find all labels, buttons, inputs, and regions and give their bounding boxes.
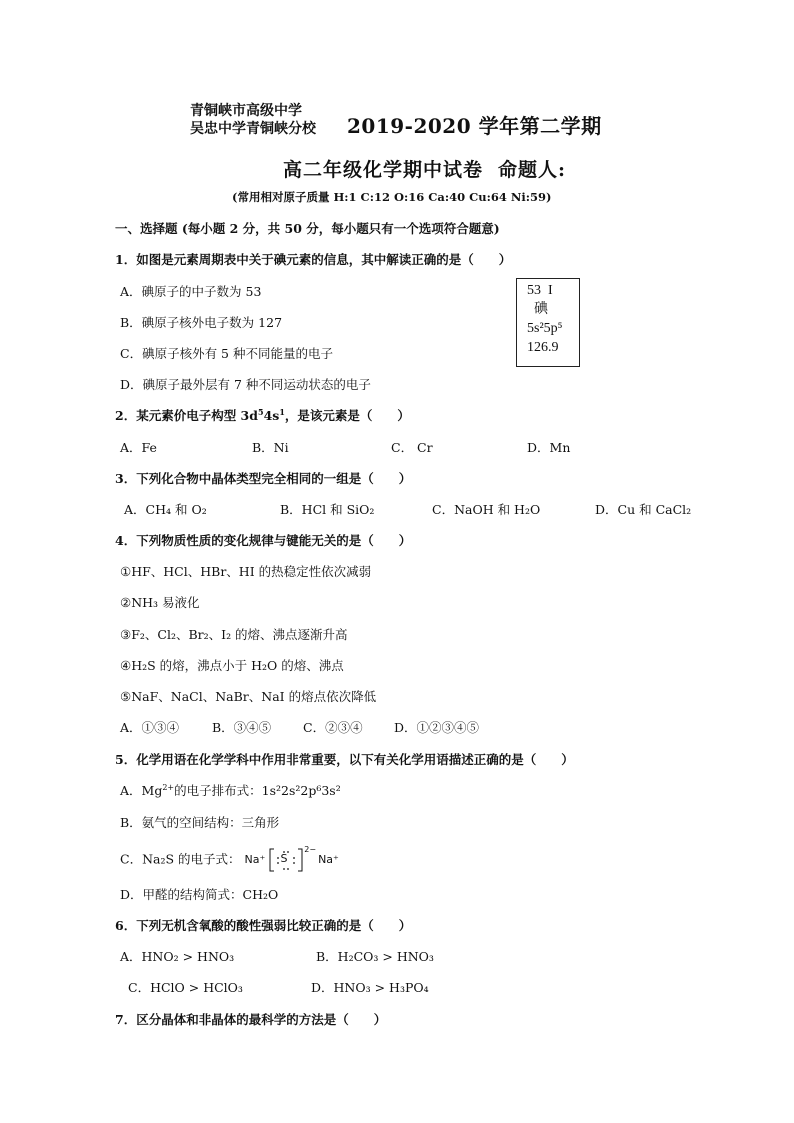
question-4-stem: 4．下列物质性质的变化规律与键能无关的是（ ）: [115, 533, 412, 548]
question-1-stem: 1．如图是元素周期表中关于碘元素的信息，其中解读正确的是（ ）: [115, 252, 512, 267]
q4-option-c: C．②③④: [303, 720, 363, 735]
q1-option-a: A．碘原子的中子数为 53: [120, 284, 262, 299]
section-heading: 一、选择题 (每小题 2 分，共 50 分，每小题只有一个选项符合题意): [115, 221, 500, 236]
q4-option-a: A．①③④: [120, 720, 180, 735]
term-heading: 2019-2020 学年第二学期: [347, 114, 602, 138]
q2-option-a: A．Fe: [120, 440, 157, 455]
q4-option-d: D．①②③④⑤: [394, 720, 480, 735]
q2-option-c: C． Cr: [391, 440, 433, 455]
question-6-stem: 6．下列无机含氧酸的酸性强弱比较正确的是（ ）: [115, 918, 412, 933]
atomic-mass: 126.9: [527, 340, 559, 355]
q4-item-3: ③F₂、Cl₂、Br₂、I₂ 的熔、沸点逐渐升高: [120, 627, 348, 642]
question-7-stem: 7．区分晶体和非晶体的最科学的方法是（ ）: [115, 1012, 387, 1027]
q2-option-b: B．Ni: [252, 440, 289, 455]
q3-option-c: C．NaOH 和 H₂O: [432, 502, 541, 517]
question-5-stem: 5．化学用语在化学学科中作用非常重要，以下有关化学用语描述正确的是（ ）: [115, 752, 574, 767]
q6-option-a: A．HNO₂ > HNO₃: [120, 949, 235, 964]
q1-option-b: B．碘原子核外电子数为 127: [120, 315, 283, 330]
q5-option-c: C．Na₂S 的电子式： Na⁺ S $^{2-}$Na⁺: [120, 847, 339, 873]
element-info-box: [516, 278, 580, 367]
q4-item-4: ④H₂S 的熔，沸点小于 H₂O 的熔、沸点: [120, 658, 344, 673]
element-symbol: I: [548, 283, 553, 298]
q4-item-5: ⑤NaF、NaCl、NaBr、NaI 的熔点依次降低: [120, 689, 377, 704]
question-3-stem: 3．下列化合物中晶体类型完全相同的一组是（ ）: [115, 471, 412, 486]
q4-option-b: B．③④⑤: [212, 720, 272, 735]
q3-option-b: B．HCl 和 SiO₂: [280, 502, 375, 517]
atomic-number: 53: [527, 283, 541, 298]
q6-option-c: C．HClO > HClO₃: [128, 980, 243, 995]
q4-item-2: ②NH₃ 易液化: [120, 595, 200, 610]
q6-option-b: B．H₂CO₃ > HNO₃: [316, 949, 434, 964]
school-name-line1: 青铜峡市高级中学: [190, 103, 302, 119]
exam-title: 高二年级化学期中试卷: [283, 159, 484, 181]
q1-option-c: C．碘原子核外有 5 种不同能量的电子: [120, 346, 333, 361]
school-name-line2: 吴忠中学青铜峡分校: [190, 121, 316, 137]
author-label: 命题人:: [498, 159, 567, 181]
q2-option-d: D．Mn: [527, 440, 571, 455]
q6-option-d: D．HNO₃ > H₃PO₄: [311, 980, 429, 995]
q5-option-b: B．氨气的空间结构：三角形: [120, 815, 280, 830]
atomic-masses-note: (常用相对原子质量 H:1 C:12 O:16 Ca:40 Cu:64 Ni:59): [232, 190, 552, 204]
element-name: 碘: [534, 302, 548, 317]
q3-option-d: D．Cu 和 CaCl₂: [595, 502, 692, 517]
q3-option-a: A．CH₄ 和 O₂: [124, 502, 207, 517]
lewis-structure: Na⁺ S $^{2-}$Na⁺: [245, 847, 339, 873]
q5-option-d: D．甲醛的结构简式：CH₂O: [120, 887, 279, 902]
q4-item-1: ①HF、HCl、HBr、HI 的热稳定性依次减弱: [120, 564, 372, 579]
q1-option-d: D．碘原子最外层有 7 种不同运动状态的电子: [120, 377, 371, 392]
electron-config: 5s²5p⁵: [527, 321, 563, 336]
q5-option-a: A．$Mg^{2+}$的电子排布式：1s²2s²2p⁶3s²: [120, 783, 341, 798]
question-2-stem: 2．某元素价电子构型 $3d^54s^1$，是该元素是（ ）: [115, 407, 410, 423]
